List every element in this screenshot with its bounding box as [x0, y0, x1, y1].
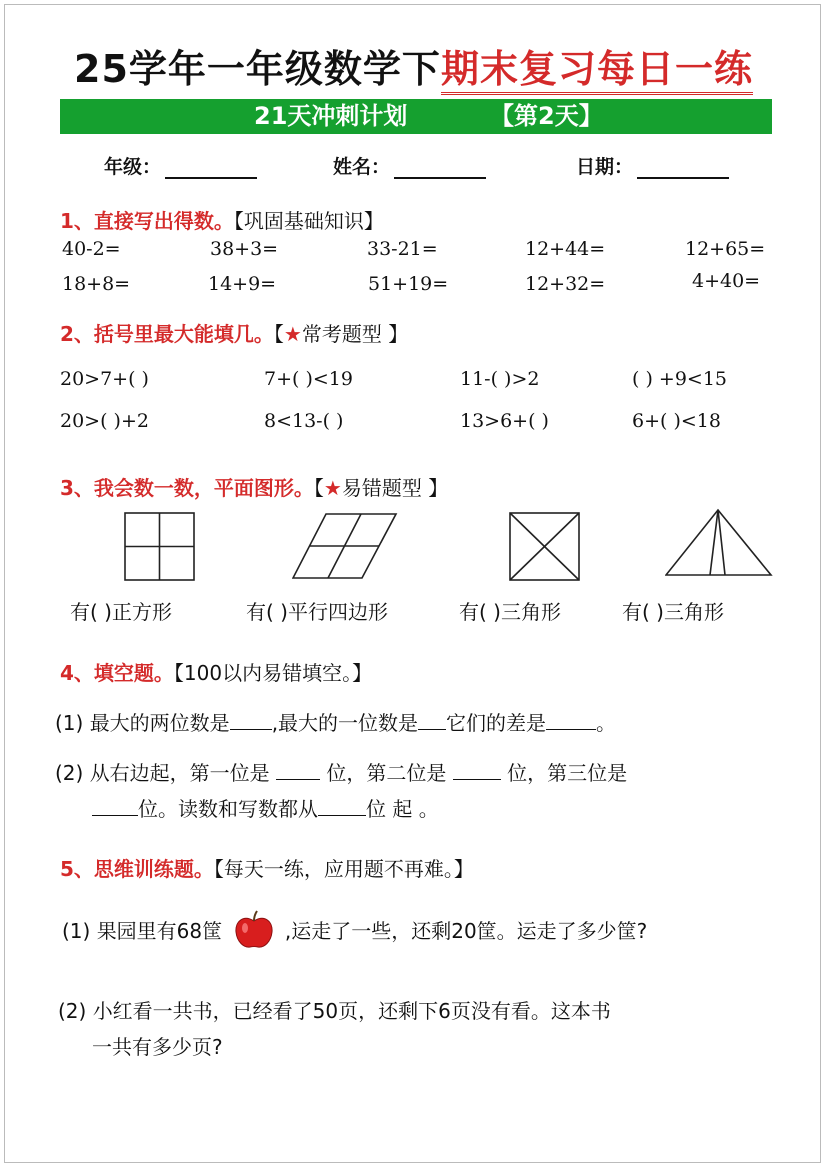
apple-icon — [233, 910, 275, 950]
fill-question-1 — [55, 707, 616, 736]
fill-item: 7+( )<19 — [264, 368, 353, 390]
name-field[interactable] — [333, 152, 486, 179]
section1-tag: 【巩固基础知识】 — [233, 209, 384, 233]
section3-tag-open: 【 — [313, 476, 324, 500]
section5-heading — [60, 853, 474, 882]
shape-label: 有( )三角形 — [622, 600, 724, 624]
shape-label: 有( )正方形 — [70, 600, 172, 624]
wp1-text-b: ,运走了一些，还剩20筐。运走了多少筐? — [284, 919, 648, 943]
section1-heading — [60, 205, 384, 234]
answer-blank[interactable] — [546, 711, 596, 730]
answer-blank[interactable] — [318, 797, 366, 816]
q2-text-b: 位，第二位是 — [326, 761, 447, 785]
grade-label: 年级： — [104, 156, 162, 178]
section3-heading — [60, 472, 448, 501]
calc-item: 18+8= — [62, 273, 131, 295]
q2-text-d: 位。读数和写数都从 — [138, 797, 318, 821]
calc-item: 33-21= — [367, 238, 438, 260]
section2-heading-text: 2、括号里最大能填几。 — [60, 322, 274, 346]
fill-item: 6+( )<18 — [632, 410, 721, 432]
fill-item: 20>7+( ) — [60, 368, 149, 390]
section4-tag: 【100以内易错填空。】 — [173, 661, 373, 685]
page-title — [0, 38, 827, 93]
wp1-text-a: (1) 果园里有68筐 — [62, 919, 223, 943]
fill-item: 13>6+( ) — [460, 410, 549, 432]
calc-item: 12+44= — [525, 238, 606, 260]
fill-item: 20>( )+2 — [60, 410, 149, 432]
q1-text-a: (1) 最大的两位数是 — [55, 711, 230, 735]
q2-text-a: (2) 从右边起，第一位是 — [55, 761, 270, 785]
title-red: 期末复习每日一练 — [441, 47, 753, 95]
name-label: 姓名： — [333, 156, 391, 178]
star-icon: ★ — [283, 322, 302, 346]
calc-item: 38+3= — [210, 238, 279, 260]
date-field[interactable] — [576, 152, 729, 179]
fill-item: 8<13-( ) — [264, 410, 344, 432]
section4-heading-text: 4、填空题。 — [60, 661, 174, 685]
q1-text-b: ,最大的一位数是 — [271, 711, 419, 735]
word-problem-2-cont: 一共有多少页? — [92, 1035, 223, 1059]
date-label: 日期： — [576, 156, 634, 178]
fill-item: ( ) +9<15 — [632, 368, 728, 390]
q1-text-d: 。 — [596, 711, 617, 735]
answer-blank[interactable] — [276, 761, 320, 780]
fill-item: 11-( )>2 — [460, 368, 540, 390]
grade-field[interactable] — [104, 152, 257, 179]
shape-label: 有( )三角形 — [459, 600, 561, 624]
answer-blank[interactable] — [92, 797, 138, 816]
banner-day: 【第2天】 — [490, 102, 603, 130]
q2-text-e: 位 起 。 — [366, 797, 439, 821]
q1-text-c: 它们的差是 — [446, 711, 547, 735]
section2-tag-rest: 常考题型 】 — [301, 322, 409, 346]
grade-blank[interactable] — [165, 157, 257, 179]
section2-tag-open: 【 — [273, 322, 284, 346]
star-icon: ★ — [323, 476, 342, 500]
calc-item: 51+19= — [368, 273, 449, 295]
section5-tag: 【每天一练，应用题不再难。】 — [213, 857, 474, 881]
section5-heading-text: 5、思维训练题。 — [60, 857, 214, 881]
calc-item: 14+9= — [208, 273, 277, 295]
calc-item: 4+40= — [692, 270, 761, 292]
banner-plan: 21天冲刺计划 — [254, 102, 408, 130]
triangle-figure — [665, 508, 773, 578]
calc-item: 12+32= — [525, 273, 606, 295]
plan-banner — [60, 99, 772, 134]
section2-heading — [60, 318, 408, 347]
answer-blank[interactable] — [453, 761, 501, 780]
section1-heading-text: 1、直接写出得数。 — [60, 209, 234, 233]
calc-item: 12+65= — [685, 238, 766, 260]
answer-blank[interactable] — [418, 711, 446, 730]
q2-text-c: 位，第三位是 — [507, 761, 628, 785]
answer-blank[interactable] — [230, 711, 272, 730]
section4-heading — [60, 657, 372, 686]
word-problem-2: (2) 小红看一共书，已经看了50页，还剩下6页没有看。这本书 — [58, 999, 611, 1023]
section3-heading-text: 3、我会数一数，平面图形。 — [60, 476, 314, 500]
calc-item: 40-2= — [62, 238, 121, 260]
parallelogram-figure — [292, 512, 398, 580]
square-grid-figure — [124, 512, 196, 582]
shape-label: 有( )平行四边形 — [246, 600, 388, 624]
fill-question-2-cont — [92, 793, 439, 822]
word-problem-1 — [62, 910, 647, 950]
square-x-figure — [509, 512, 581, 582]
title-black: 25学年一年级数学下 — [74, 47, 441, 91]
date-blank[interactable] — [637, 157, 729, 179]
fill-question-2 — [55, 757, 627, 786]
section3-tag-rest: 易错题型 】 — [341, 476, 449, 500]
name-blank[interactable] — [394, 157, 486, 179]
